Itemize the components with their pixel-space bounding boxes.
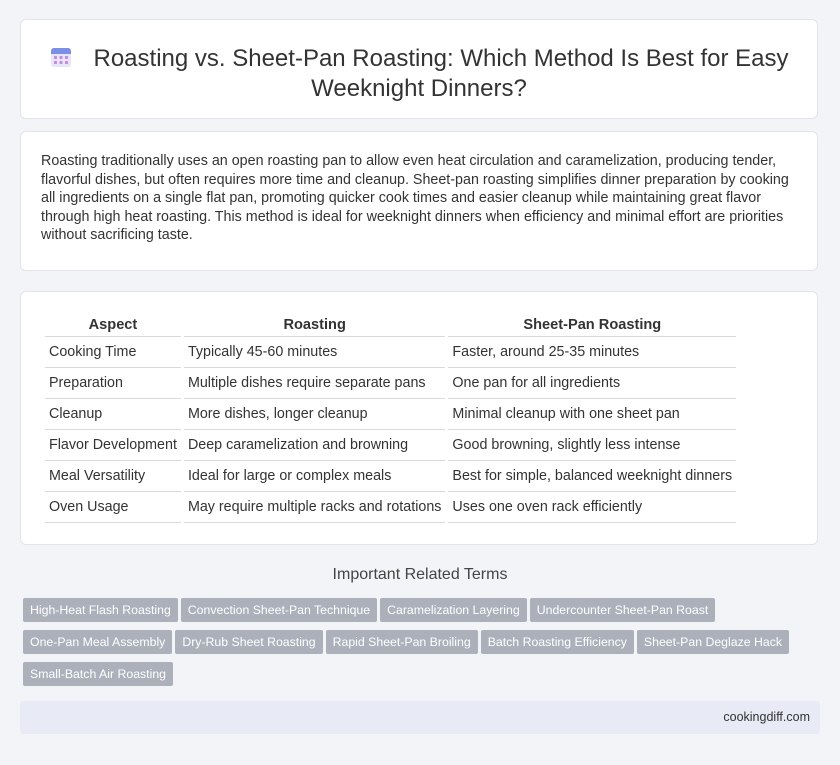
column-header-sheet-pan: Sheet-Pan Roasting [448,314,736,337]
table-header-row [45,314,736,337]
comparison-table [42,314,739,523]
table-cell: Cooking Time [45,337,181,368]
table-cell: Minimal cleanup with one sheet pan [448,399,736,430]
table-row [45,337,736,368]
column-header-aspect: Aspect [45,314,181,337]
related-term-tag[interactable]: Caramelization Layering [380,598,527,622]
related-term-tag[interactable]: Dry-Rub Sheet Roasting [175,630,322,654]
related-term-tag[interactable]: High-Heat Flash Roasting [23,598,178,622]
table-cell: Good browning, slightly less intense [448,430,736,461]
table-cell: More dishes, longer cleanup [184,399,445,430]
table-cell: Faster, around 25-35 minutes [448,337,736,368]
related-term-tag[interactable]: Sheet-Pan Deglaze Hack [637,630,789,654]
related-terms-heading: Important Related Terms [332,566,508,583]
table-cell: Typically 45-60 minutes [184,337,445,368]
footer-bar [20,701,820,734]
footer-site-link[interactable]: cookingdiff.com [723,710,810,724]
intro-card [20,131,818,271]
related-term-tag[interactable]: One-Pan Meal Assembly [23,630,172,654]
table-cell: Cleanup [45,399,181,430]
table-cell: Uses one oven rack efficiently [448,492,736,523]
table-row [45,492,736,523]
calendar-icon [50,46,72,68]
table-row [45,399,736,430]
related-term-tag[interactable]: Convection Sheet-Pan Technique [181,598,377,622]
column-header-roasting: Roasting [184,314,445,337]
related-term-tag[interactable]: Small-Batch Air Roasting [23,662,173,686]
table-cell: Flavor Development [45,430,181,461]
table-cell: Best for simple, balanced weeknight dinners [448,461,736,492]
related-term-tag[interactable]: Batch Roasting Efficiency [481,630,634,654]
table-cell: May require multiple racks and rotations [184,492,445,523]
related-terms-list [23,598,813,694]
page-title-wrap [21,44,817,104]
table-cell: Ideal for large or complex meals [184,461,445,492]
intro-paragraph: Roasting traditionally uses an open roasting pan to allow even heat circulation and caramelization, producing tender, flavorful dishes, but often requires more time and cleanup. Sheet-pan roasting simplifies dinner preparation by cooking all ingredients on a single flat pan, promoting quicker cook times and easier cleanup while maintaining great flavor through high heat roasting. This method is ideal for weeknight dinners when efficiency and minimal effort are priorities without sacrificing taste. [41,153,789,244]
table-cell: Multiple dishes require separate pans [184,368,445,399]
related-term-tag[interactable]: Undercounter Sheet-Pan Roast [530,598,716,622]
page-title: Roasting vs. Sheet-Pan Roasting: Which Method Is Best for Easy Weeknight Dinners? [93,45,789,102]
comparison-table-card [20,291,818,545]
table-cell: Deep caramelization and browning [184,430,445,461]
title-card [20,19,818,119]
related-term-tag[interactable]: Rapid Sheet-Pan Broiling [326,630,478,654]
table-row [45,368,736,399]
table-row [45,461,736,492]
table-cell: Preparation [45,368,181,399]
table-row [45,430,736,461]
table-cell: Oven Usage [45,492,181,523]
table-cell: One pan for all ingredients [448,368,736,399]
table-cell: Meal Versatility [45,461,181,492]
